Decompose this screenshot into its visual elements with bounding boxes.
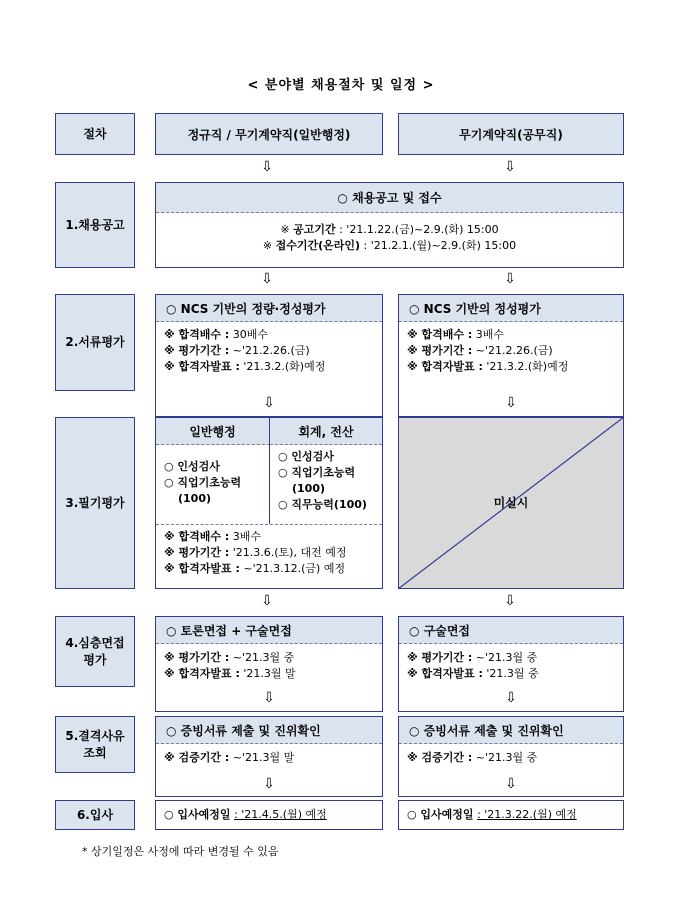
test-ncs: ○ 직업기초능력 [278, 466, 356, 479]
arrow-down-icon: ⇩ [504, 593, 516, 609]
stage2-right-arrow-row [398, 390, 624, 417]
arrow-down-icon: ⇩ [261, 271, 273, 287]
stage-label-5-line2: 조회 [83, 745, 107, 760]
arrow-down-icon: ⇩ [505, 690, 517, 706]
page-title: < 분야별 채용절차 및 일정 > [247, 78, 435, 93]
arrow-down-icon: ⇩ [261, 593, 273, 609]
stage2-right-box [398, 294, 624, 391]
arrow-down-icon: ⇩ [504, 271, 516, 287]
test-ncs-score: (100) [292, 482, 326, 495]
stage5-right-heading: ○ 증빙서류 제출 및 진위확인 [399, 717, 623, 744]
test-personality: ○ 인성검사 [164, 460, 220, 473]
result-date: ※ 합격자발표 : ~'21.3.12.(금) 예정 [164, 562, 346, 575]
arrow-down-icon: ⇩ [263, 395, 275, 411]
stage1-apply-period: ※ 접수기간(온라인) : '21.2.1.(월)~2.9.(화) 15:00 [262, 239, 517, 252]
start-date: ○ 입사예정일 : '21.3.22.(월) 예정 [407, 808, 577, 821]
stage4-left-heading: ○ 토론면접 + 구술면접 [156, 617, 382, 644]
header-contract: 무기계약직(공무직) [398, 113, 624, 155]
test-ncs: ○ 직업기초능력 [164, 476, 242, 489]
stage-label-3: 3.필기평가 [55, 417, 135, 589]
eval-period: ※ 평가기간 : ~'21.3월 중 [407, 651, 538, 664]
arrow-down-icon: ⇩ [504, 159, 516, 175]
stage5-left-box [155, 716, 383, 773]
arrow-down-icon: ⇩ [261, 159, 273, 175]
stage4-right-box [398, 616, 624, 687]
stage3-left-box [155, 417, 383, 589]
stage1-notice-period: ※ 공고기간 : '21.1.22.(금)~2.9.(화) 15:00 [280, 223, 499, 236]
result-date: ※ 합격자발표 : '21.3월 말 [164, 667, 296, 680]
test-ncs-score: (100) [178, 492, 212, 505]
stage-label-1: 1.채용공고 [55, 182, 135, 268]
test-job-skill: ○ 직무능력(100) [278, 498, 367, 511]
result-date: ※ 합격자발표 : '21.3월 중 [407, 667, 539, 680]
stage-label-5-line1: 5.결격사유 [65, 728, 125, 743]
arrow-down-icon: ⇩ [263, 776, 275, 792]
result-date: ※ 합격자발표 : '21.3.2.(화)예정 [407, 360, 569, 373]
stage3-right-box [398, 417, 624, 589]
stage2-left-heading: ○ NCS 기반의 정량·정성평가 [156, 295, 382, 322]
stage4-right-heading: ○ 구술면접 [399, 617, 623, 644]
verify-period: ※ 검증기간 : ~'21.3월 중 [407, 751, 538, 764]
stage1-box [155, 182, 624, 268]
stage4-left-arrow-row [155, 686, 383, 712]
stage-label-4-line1: 4.심층면접 [65, 635, 125, 650]
stage5-right-box [398, 716, 624, 773]
stage-label-5 [55, 716, 135, 773]
eval-period: ※ 평가기간 : '21.3.6.(토), 대전 예정 [164, 546, 347, 559]
stage-label-2: 2.서류평가 [55, 294, 135, 391]
stage4-left-box [155, 616, 383, 687]
stage5-left-arrow-row [155, 772, 383, 797]
eval-period: ※ 평가기간 : ~'21.2.26.(금) [164, 344, 310, 357]
stage2-left-arrow-row [155, 390, 383, 417]
sub-accounting-it: 회계, 전산 [270, 418, 382, 445]
pass-ratio: ※ 합격배수 : 3배수 [164, 530, 262, 543]
header-procedure: 절차 [55, 113, 135, 155]
result-date: ※ 합격자발표 : '21.3.2.(화)예정 [164, 360, 326, 373]
arrow-down-icon: ⇩ [263, 690, 275, 706]
stage2-left-box [155, 294, 383, 391]
pass-ratio: ※ 합격배수 : 30배수 [164, 328, 269, 341]
stage4-right-arrow-row [398, 686, 624, 712]
verify-period: ※ 검증기간 : ~'21.3월 말 [164, 751, 295, 764]
stage5-right-arrow-row [398, 772, 624, 797]
eval-period: ※ 평가기간 : ~'21.3월 중 [164, 651, 295, 664]
start-date: ○ 입사예정일 : '21.4.5.(월) 예정 [164, 808, 327, 821]
pass-ratio: ※ 합격배수 : 3배수 [407, 328, 505, 341]
header-regular: 정규직 / 무기계약직(일반행정) [155, 113, 383, 155]
arrow-down-icon: ⇩ [505, 776, 517, 792]
stage-label-4 [55, 616, 135, 687]
footnote: * 상기일정은 사정에 따라 변경될 수 있음 [82, 845, 279, 858]
stage6-left-box [155, 800, 383, 830]
stage6-right-box [398, 800, 624, 830]
test-personality: ○ 인성검사 [278, 450, 334, 463]
sub-general-admin: 일반행정 [156, 418, 270, 445]
stage-label-6: 6.입사 [55, 800, 135, 830]
stage-label-4-line2: 평가 [83, 652, 107, 667]
stage1-heading: ○ 채용공고 및 접수 [156, 183, 623, 213]
eval-period: ※ 평가기간 : ~'21.2.26.(금) [407, 344, 553, 357]
stage5-left-heading: ○ 증빙서류 제출 및 진위확인 [156, 717, 382, 744]
arrow-down-icon: ⇩ [505, 395, 517, 411]
stage2-right-heading: ○ NCS 기반의 정성평가 [399, 295, 623, 322]
not-conducted-label: 미실시 [493, 496, 529, 510]
